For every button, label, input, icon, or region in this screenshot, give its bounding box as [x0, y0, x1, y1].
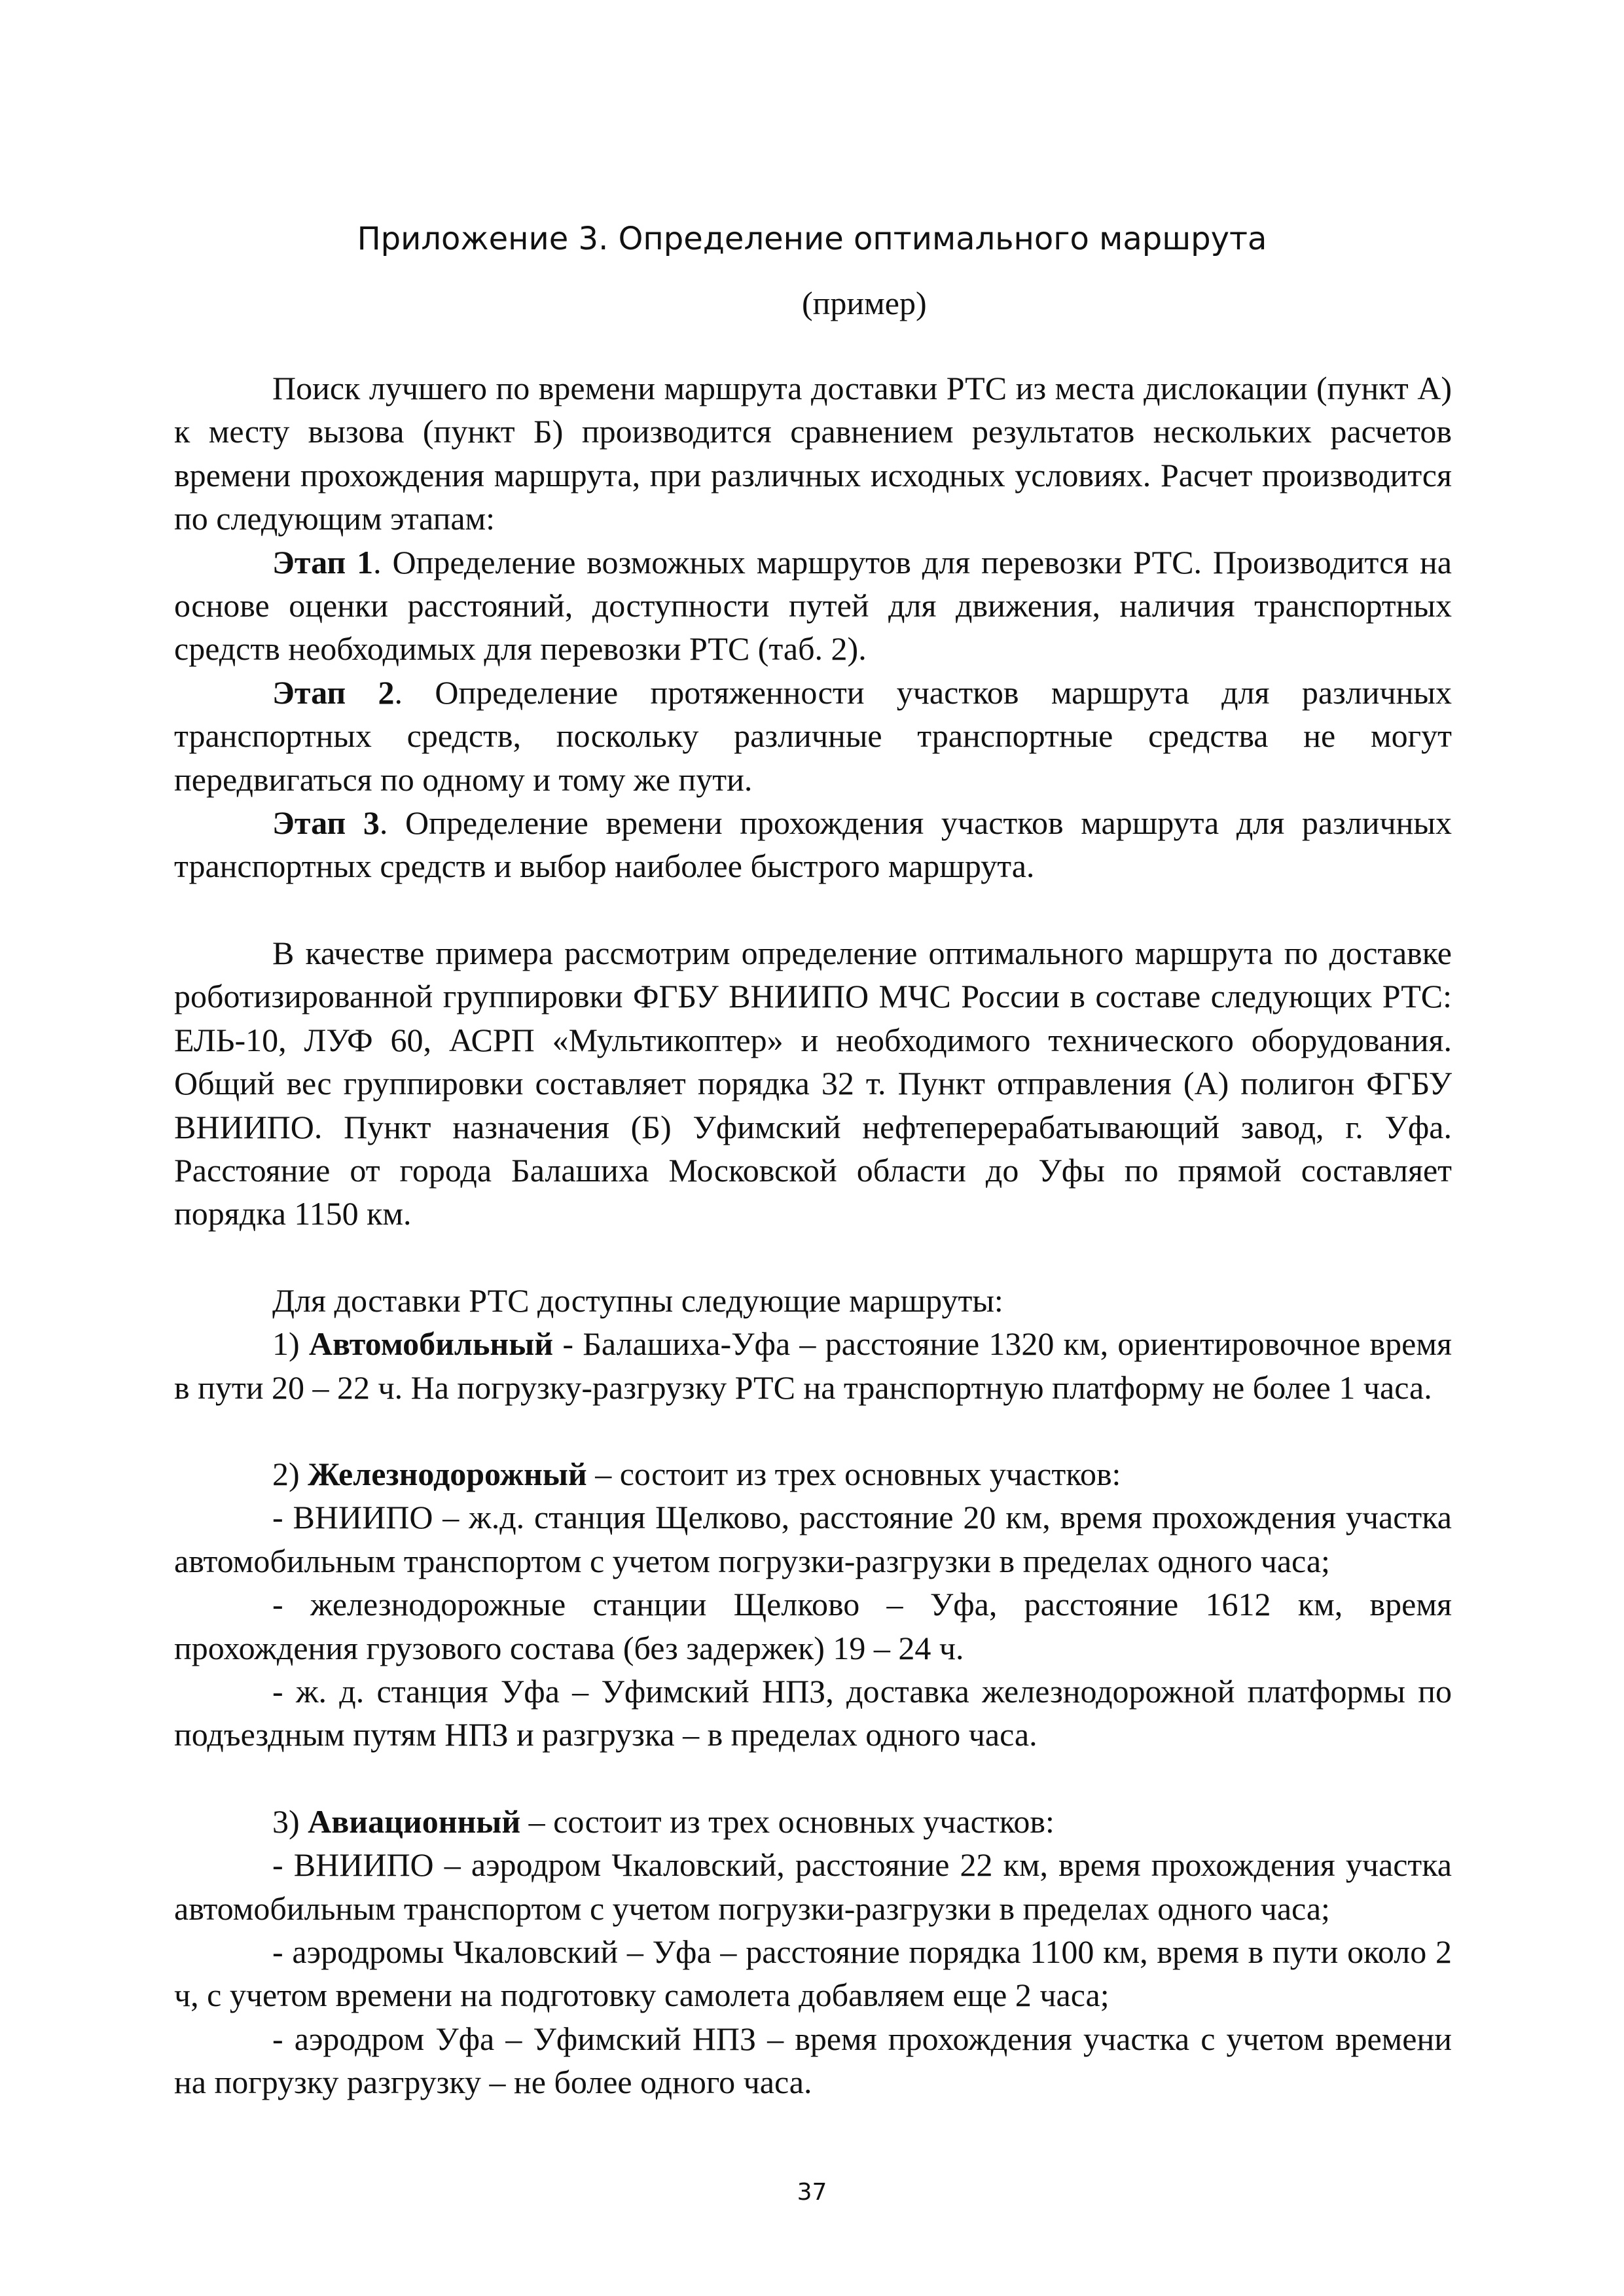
route-2-segment-1: - ВНИИПО – ж.д. станция Щелково, расстояние 20 км, время прохождения участка автомобильным транспортом с учетом погрузки-разгрузки в пределах одного часа;: [174, 1499, 1452, 1579]
intro-paragraph: Поиск лучшего по времени маршрута доставки РТС из места дислокации (пункт А) к месту вызова (пункт Б) производится сравнением результатов нескольких расчетов времени прохождения маршрута, при различных исходных условиях. Расчет производится по следующим этапам:: [174, 370, 1452, 537]
route-2-paragraph: [174, 1452, 1452, 1496]
page-number: 37: [797, 2179, 827, 2206]
route-1-paragraph: [174, 1322, 1452, 1409]
route-2-label: Железнодорожный: [308, 1455, 587, 1492]
page-subtitle: (пример): [802, 285, 927, 321]
stage-1-paragraph: [174, 541, 1452, 671]
route-3-number: 3): [272, 1803, 308, 1840]
stage-1-text: . Определение возможных маршрутов для перевозки РТС. Производится на основе оценки расстояний, доступности путей для движения, наличия транспортных средств необходимых для перевозки РТС (таб. 2).: [174, 543, 1452, 668]
stage-3-text: . Определение времени прохождения участков маршрута для различных транспортных средств и выбор наиболее быстрого маршрута.: [174, 804, 1453, 885]
route-2-text: – состоит из трех основных участков:: [586, 1455, 1121, 1492]
stage-3-paragraph: [174, 801, 1452, 888]
route-2-segment-2: - железнодорожные станции Щелково – Уфа, расстояние 1612 км, время прохождения грузового состава (без задержек) 19 – 24 ч.: [174, 1586, 1452, 1666]
route-1-text: - Балашиха-Уфа – расстояние 1320 км, ориентировочное время в пути 20 – 22 ч. На погрузку-разгрузку РТС на транспортную платформу не более 1 часа.: [174, 1325, 1452, 1406]
route-3-paragraph: [174, 1800, 1452, 1843]
route-3-segment-3: - аэродром Уфа – Уфимский НПЗ – время прохождения участка с учетом времени на погрузку разгрузку – не более одного часа.: [174, 2020, 1452, 2101]
stage-2-paragraph: [174, 671, 1452, 801]
example-paragraph: В качестве примера рассмотрим определение оптимального маршрута по доставке роботизированной группировки ФГБУ ВНИИПО МЧС России в составе следующих РТС: ЕЛЬ-10, ЛУФ 60, АСРП «Мультикоптер» и необходимого технического оборудования. Общий вес группировки составляет порядка 32 т. Пункт отправления (А) полигон ФГБУ ВНИИПО. Пункт назначения (Б) Уфимский нефтеперерабатывающий завод, г. Уфа. Расстояние от города Балашиха Московской области до Уфы по прямой составляет порядка 1150 км.: [174, 934, 1452, 1232]
route-3-segment-2: - аэродромы Чкаловский – Уфа – расстояние порядка 1100 км, время в пути около 2 ч, с учетом времени на подготовку самолета добавляем еще 2 часа;: [174, 1933, 1452, 2014]
route-3-label: Авиационный: [308, 1803, 521, 1840]
route-3-text: – состоит из трех основных участков:: [520, 1803, 1055, 1840]
stage-2-label: Этап 2: [272, 673, 395, 711]
stage-3-label: Этап 3: [272, 804, 380, 842]
route-1-number: 1): [272, 1325, 309, 1363]
route-1-label: Автомобильный: [308, 1325, 554, 1363]
route-2-segment-3: - ж. д. станция Уфа – Уфимский НПЗ, доставка железнодорожной платформы по подъездным путям НПЗ и разгрузка – в пределах одного часа.: [174, 1672, 1452, 1753]
document-body: [174, 367, 1452, 2104]
page-title: Приложение 3. Определение оптимального маршрута: [357, 221, 1267, 257]
routes-intro-paragraph: Для доставки РТС доступны следующие маршруты:: [272, 1282, 1003, 1319]
route-3-segment-1: - ВНИИПО – аэродром Чкаловский, расстояние 22 км, время прохождения участка автомобильным транспортом с учетом погрузки-разгрузки в пределах одного часа;: [174, 1846, 1452, 1927]
route-2-number: 2): [272, 1455, 308, 1492]
stage-2-text: . Определение протяженности участков маршрута для различных транспортных средств, поскольку различные транспортные средства не могут передвигаться по одному и тому же пути.: [174, 673, 1452, 798]
stage-1-label: Этап 1: [272, 543, 374, 581]
